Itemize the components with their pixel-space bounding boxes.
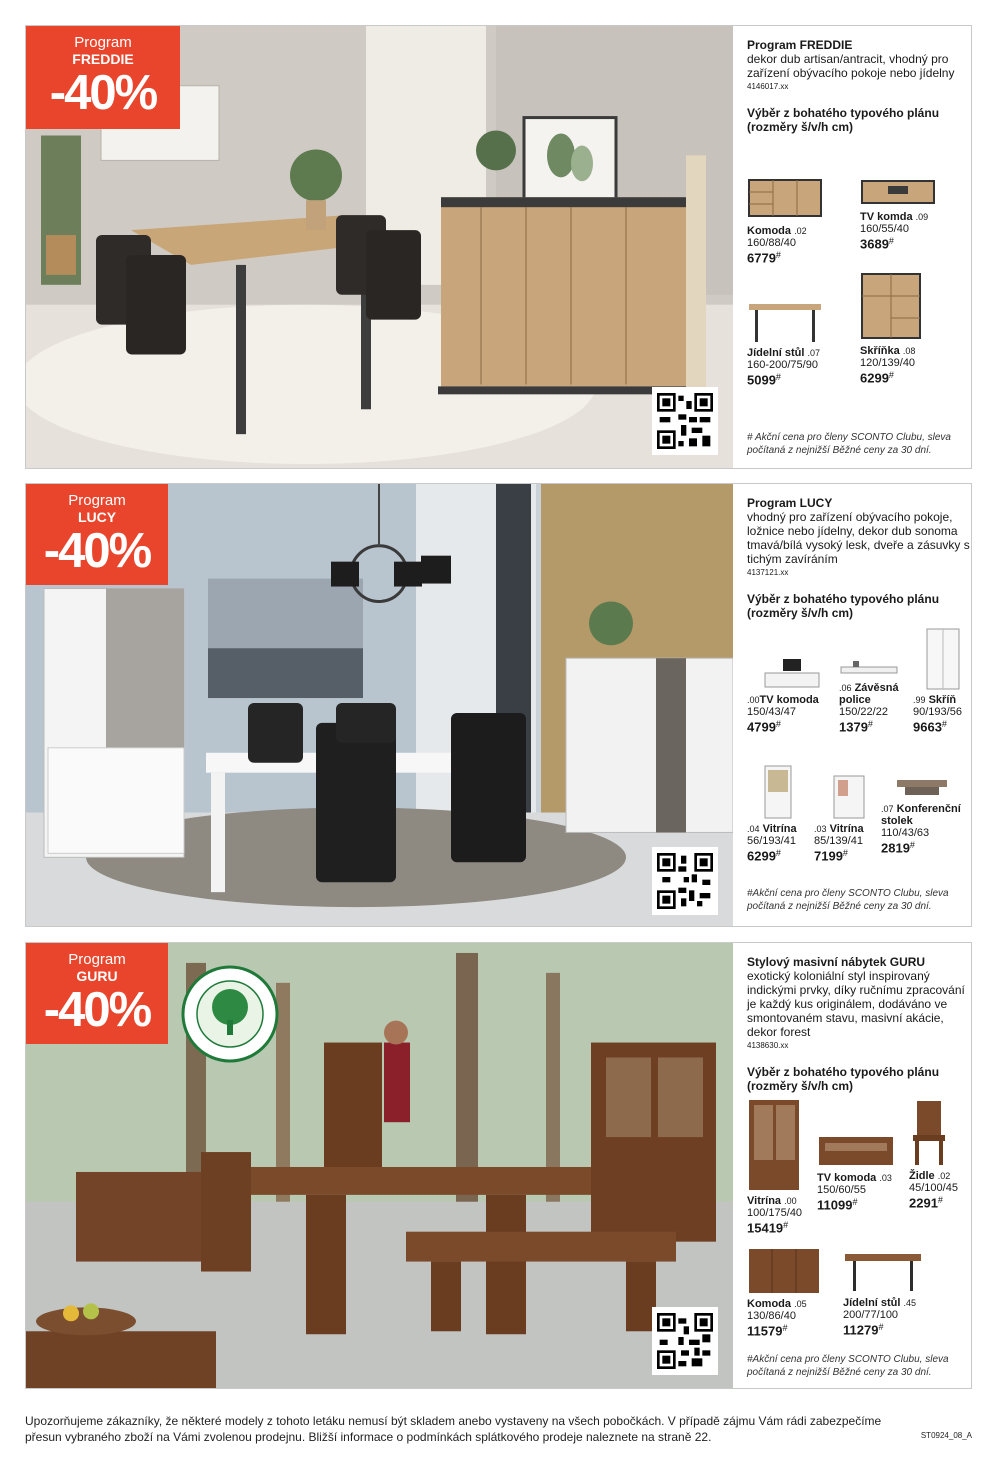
- footer-disclaimer: Upozorňujeme zákazníky, že některé modely z tohoto letáku nemusí být skladem anebo vystaveny na všech pobočkách. V případě zájmu Vám rádi zabezpečíme přesun vybraného zboží na Vámi zvolenou prodejnu. Bližší informace o podmínkách splátkového prodeje naleznete na straně 22.: [25, 1414, 882, 1444]
- product-code: .05: [794, 1299, 807, 1309]
- product-price: 5099: [747, 372, 776, 388]
- product-card[interactable]: [843, 1250, 923, 1338]
- price-mark: #: [909, 840, 915, 850]
- program-title: Program LUCY: [747, 496, 833, 510]
- product-price: 7199: [814, 848, 843, 864]
- product-dimensions: 100/175/40: [747, 1207, 803, 1219]
- price-mark: #: [775, 372, 781, 382]
- plan-subtitle: Výběr z bohatého typového plánu (rozměry š/v/h cm): [747, 592, 940, 620]
- product-dimensions: 45/100/45: [909, 1182, 958, 1194]
- product-price: 2819: [881, 840, 910, 856]
- badge-program-label: Program: [74, 34, 132, 51]
- chair-icon: [909, 1099, 949, 1167]
- program-title: Program FREDDIE: [747, 38, 853, 52]
- display-cabinet-icon: [832, 774, 866, 820]
- price-mark: #: [783, 1220, 789, 1230]
- product-name: TV komoda: [759, 694, 819, 706]
- product-dimensions: 110/43/63: [881, 827, 930, 839]
- product-dimensions: 120/139/40: [860, 357, 916, 369]
- product-code: .06: [839, 683, 852, 693]
- badge-program-label: Program: [68, 492, 126, 509]
- cabinet-icon: [860, 272, 922, 342]
- dining-table-icon: [747, 302, 823, 344]
- qr-code-icon: [657, 852, 713, 910]
- product-name: Vitrína: [762, 823, 797, 835]
- tv-stand-icon: [817, 1133, 895, 1169]
- product-dimensions: 150/60/55: [817, 1184, 866, 1196]
- product-code: .04: [747, 824, 760, 834]
- dresser-icon: [747, 1247, 821, 1295]
- product-price: 3689: [860, 236, 889, 252]
- qr-code[interactable]: [652, 1307, 718, 1375]
- price-mark: #: [888, 236, 894, 246]
- product-dimensions: 150/43/47: [747, 706, 796, 718]
- product-section-lucy: [25, 483, 972, 927]
- product-code: .45: [903, 1298, 917, 1308]
- product-price: 11279: [843, 1322, 879, 1338]
- product-card[interactable]: [909, 1099, 958, 1211]
- guru-room-photo: [26, 943, 733, 1388]
- legal-wood-seal-icon: [181, 965, 279, 1063]
- program-description: vhodný pro zařízení obývacího pokoje, ložnice nebo jídelny, dekor dub sonoma tmavá/bílá vysoký lesk, dveře a zásuvky s tichým zavíráním: [747, 510, 970, 566]
- price-mark: #: [937, 1195, 943, 1205]
- plan-subtitle: Výběr z bohatého typového plánu (rozměry š/v/h cm): [747, 106, 940, 134]
- program-description: exotický koloniální styl inspirovaný indickými prvky, díky ručnímu zpracování je každý kus originálem, dodáváno ve smontovaném stavu, masivní akácie, dekor forest: [747, 969, 965, 1039]
- product-code: .08: [902, 346, 916, 356]
- discount-badge: [26, 943, 168, 1044]
- price-mark: #: [775, 848, 781, 858]
- badge-discount: -40%: [49, 66, 157, 120]
- wall-shelf-icon: [839, 657, 899, 679]
- product-code: .09: [915, 212, 929, 222]
- price-mark: #: [775, 250, 781, 260]
- badge-program-name: GURU: [76, 968, 118, 984]
- product-code: .03: [879, 1173, 892, 1183]
- product-section-freddie: [25, 25, 972, 469]
- product-name: Skříň: [928, 694, 957, 706]
- product-section-guru: [25, 942, 972, 1389]
- qr-code[interactable]: [652, 387, 718, 455]
- product-card[interactable]: [747, 1098, 802, 1236]
- badge-program-label: Program: [68, 951, 126, 968]
- product-name: Závěsná police: [839, 682, 899, 706]
- qr-code[interactable]: [652, 847, 718, 915]
- product-name: Vitrína: [747, 1195, 782, 1207]
- product-name: Židle: [909, 1170, 935, 1182]
- product-name: Konferenční stolek: [881, 803, 961, 827]
- product-card[interactable]: [817, 1133, 895, 1213]
- badge-program-name: FREDDIE: [72, 51, 134, 67]
- product-price: 11099: [817, 1197, 853, 1213]
- price-mark: #: [941, 719, 947, 729]
- price-mark: #: [878, 1322, 884, 1332]
- product-card[interactable]: [839, 657, 911, 735]
- product-card[interactable]: [860, 178, 936, 252]
- product-name: TV komda: [860, 211, 913, 223]
- plan-subtitle: Výběr z bohatého typového plánu (rozměry š/v/h cm): [747, 1065, 940, 1093]
- product-card[interactable]: [747, 302, 823, 388]
- product-code: .07: [807, 348, 821, 358]
- program-code: 4138630.xx: [747, 1041, 789, 1050]
- product-price: 9663: [913, 719, 942, 735]
- program-title: Stylový masivní nábytek GURU: [747, 955, 926, 969]
- program-code: 4146017.xx: [747, 82, 789, 91]
- discount-badge: [26, 26, 180, 129]
- product-price: 4799: [747, 719, 776, 735]
- product-price: 2291: [909, 1195, 938, 1211]
- product-code: .03: [814, 824, 827, 834]
- product-name: Jídelní stůl: [843, 1297, 901, 1309]
- product-name: TV komoda: [817, 1172, 877, 1184]
- program-code: 4137121.xx: [747, 568, 789, 577]
- product-dimensions: 160/55/40: [860, 223, 909, 235]
- product-dimensions: 160/88/40: [747, 237, 796, 249]
- display-cabinet-icon: [747, 1098, 801, 1192]
- product-name: Komoda: [747, 1298, 791, 1310]
- product-code: .99: [913, 695, 926, 705]
- product-dimensions: 150/22/22: [839, 706, 888, 718]
- badge-program-name: LUCY: [77, 509, 117, 525]
- qr-code-icon: [657, 392, 713, 450]
- product-code: .07: [881, 804, 894, 814]
- tv-stand-icon: [860, 178, 936, 208]
- product-code: .02: [937, 1171, 951, 1181]
- dresser-icon: [747, 178, 823, 222]
- program-description: dekor dub artisan/antracit, vhodný pro zařízení obývacího pokoje nebo jídelny: [747, 52, 955, 80]
- product-code: .00: [784, 1196, 797, 1206]
- product-card[interactable]: [814, 774, 886, 864]
- price-mark: #: [775, 719, 781, 729]
- club-price-note: #Akční cena pro členy SCONTO Clubu, sleva počítaná z nejnižší Běžné ceny za 30 dní.: [747, 1354, 949, 1378]
- coffee-table-icon: [895, 776, 949, 800]
- product-card[interactable]: [860, 272, 922, 386]
- freddie-room-photo: [26, 26, 733, 468]
- price-mark: #: [782, 1323, 788, 1333]
- product-dimensions: 90/193/56: [913, 706, 962, 718]
- price-mark: #: [842, 848, 848, 858]
- lucy-room-photo: [26, 484, 733, 926]
- product-price: 6299: [860, 370, 889, 386]
- product-code: .02: [794, 226, 807, 236]
- footer-page-code: ST0924_08_A: [920, 1431, 972, 1440]
- price-mark: #: [867, 719, 873, 729]
- price-mark: #: [852, 1197, 858, 1207]
- product-dimensions: 160-200/75/90: [747, 359, 818, 371]
- product-card[interactable]: [747, 657, 833, 735]
- product-price: 6779: [747, 250, 776, 266]
- wardrobe-icon: [925, 627, 961, 691]
- product-price: 11579: [747, 1323, 783, 1339]
- product-price: 15419: [747, 1220, 784, 1236]
- price-mark: #: [888, 370, 894, 380]
- product-card[interactable]: [747, 1247, 821, 1339]
- product-price: 6299: [747, 848, 776, 864]
- product-card[interactable]: [747, 178, 823, 266]
- product-card[interactable]: [913, 627, 972, 735]
- product-dimensions: 200/77/100: [843, 1309, 899, 1321]
- product-dimensions: 130/86/40: [747, 1310, 796, 1322]
- product-name: Komoda: [747, 225, 791, 237]
- discount-badge: [26, 484, 168, 585]
- product-name: Vitrína: [829, 823, 864, 835]
- product-card[interactable]: [881, 776, 971, 856]
- display-cabinet-icon: [763, 764, 793, 820]
- dining-table-icon: [843, 1250, 923, 1294]
- product-name: Jídelní stůl: [747, 347, 805, 359]
- product-dimensions: 56/193/41: [747, 835, 796, 847]
- badge-discount: -40%: [43, 983, 151, 1037]
- product-code: .00: [747, 695, 760, 705]
- club-price-note: #Akční cena pro členy SCONTO Clubu, sleva počítaná z nejnižší Běžné ceny za 30 dní.: [747, 888, 949, 912]
- badge-discount: -40%: [43, 524, 151, 578]
- club-price-note: # Akční cena pro členy SCONTO Clubu, sleva počítaná z nejnižší Běžné ceny za 30 dní.: [747, 432, 951, 456]
- qr-code-icon: [657, 1312, 713, 1370]
- product-name: Skříňka: [860, 345, 900, 357]
- product-dimensions: 85/139/41: [814, 835, 863, 847]
- tv-stand-icon: [761, 657, 821, 691]
- product-price: 1379: [839, 719, 868, 735]
